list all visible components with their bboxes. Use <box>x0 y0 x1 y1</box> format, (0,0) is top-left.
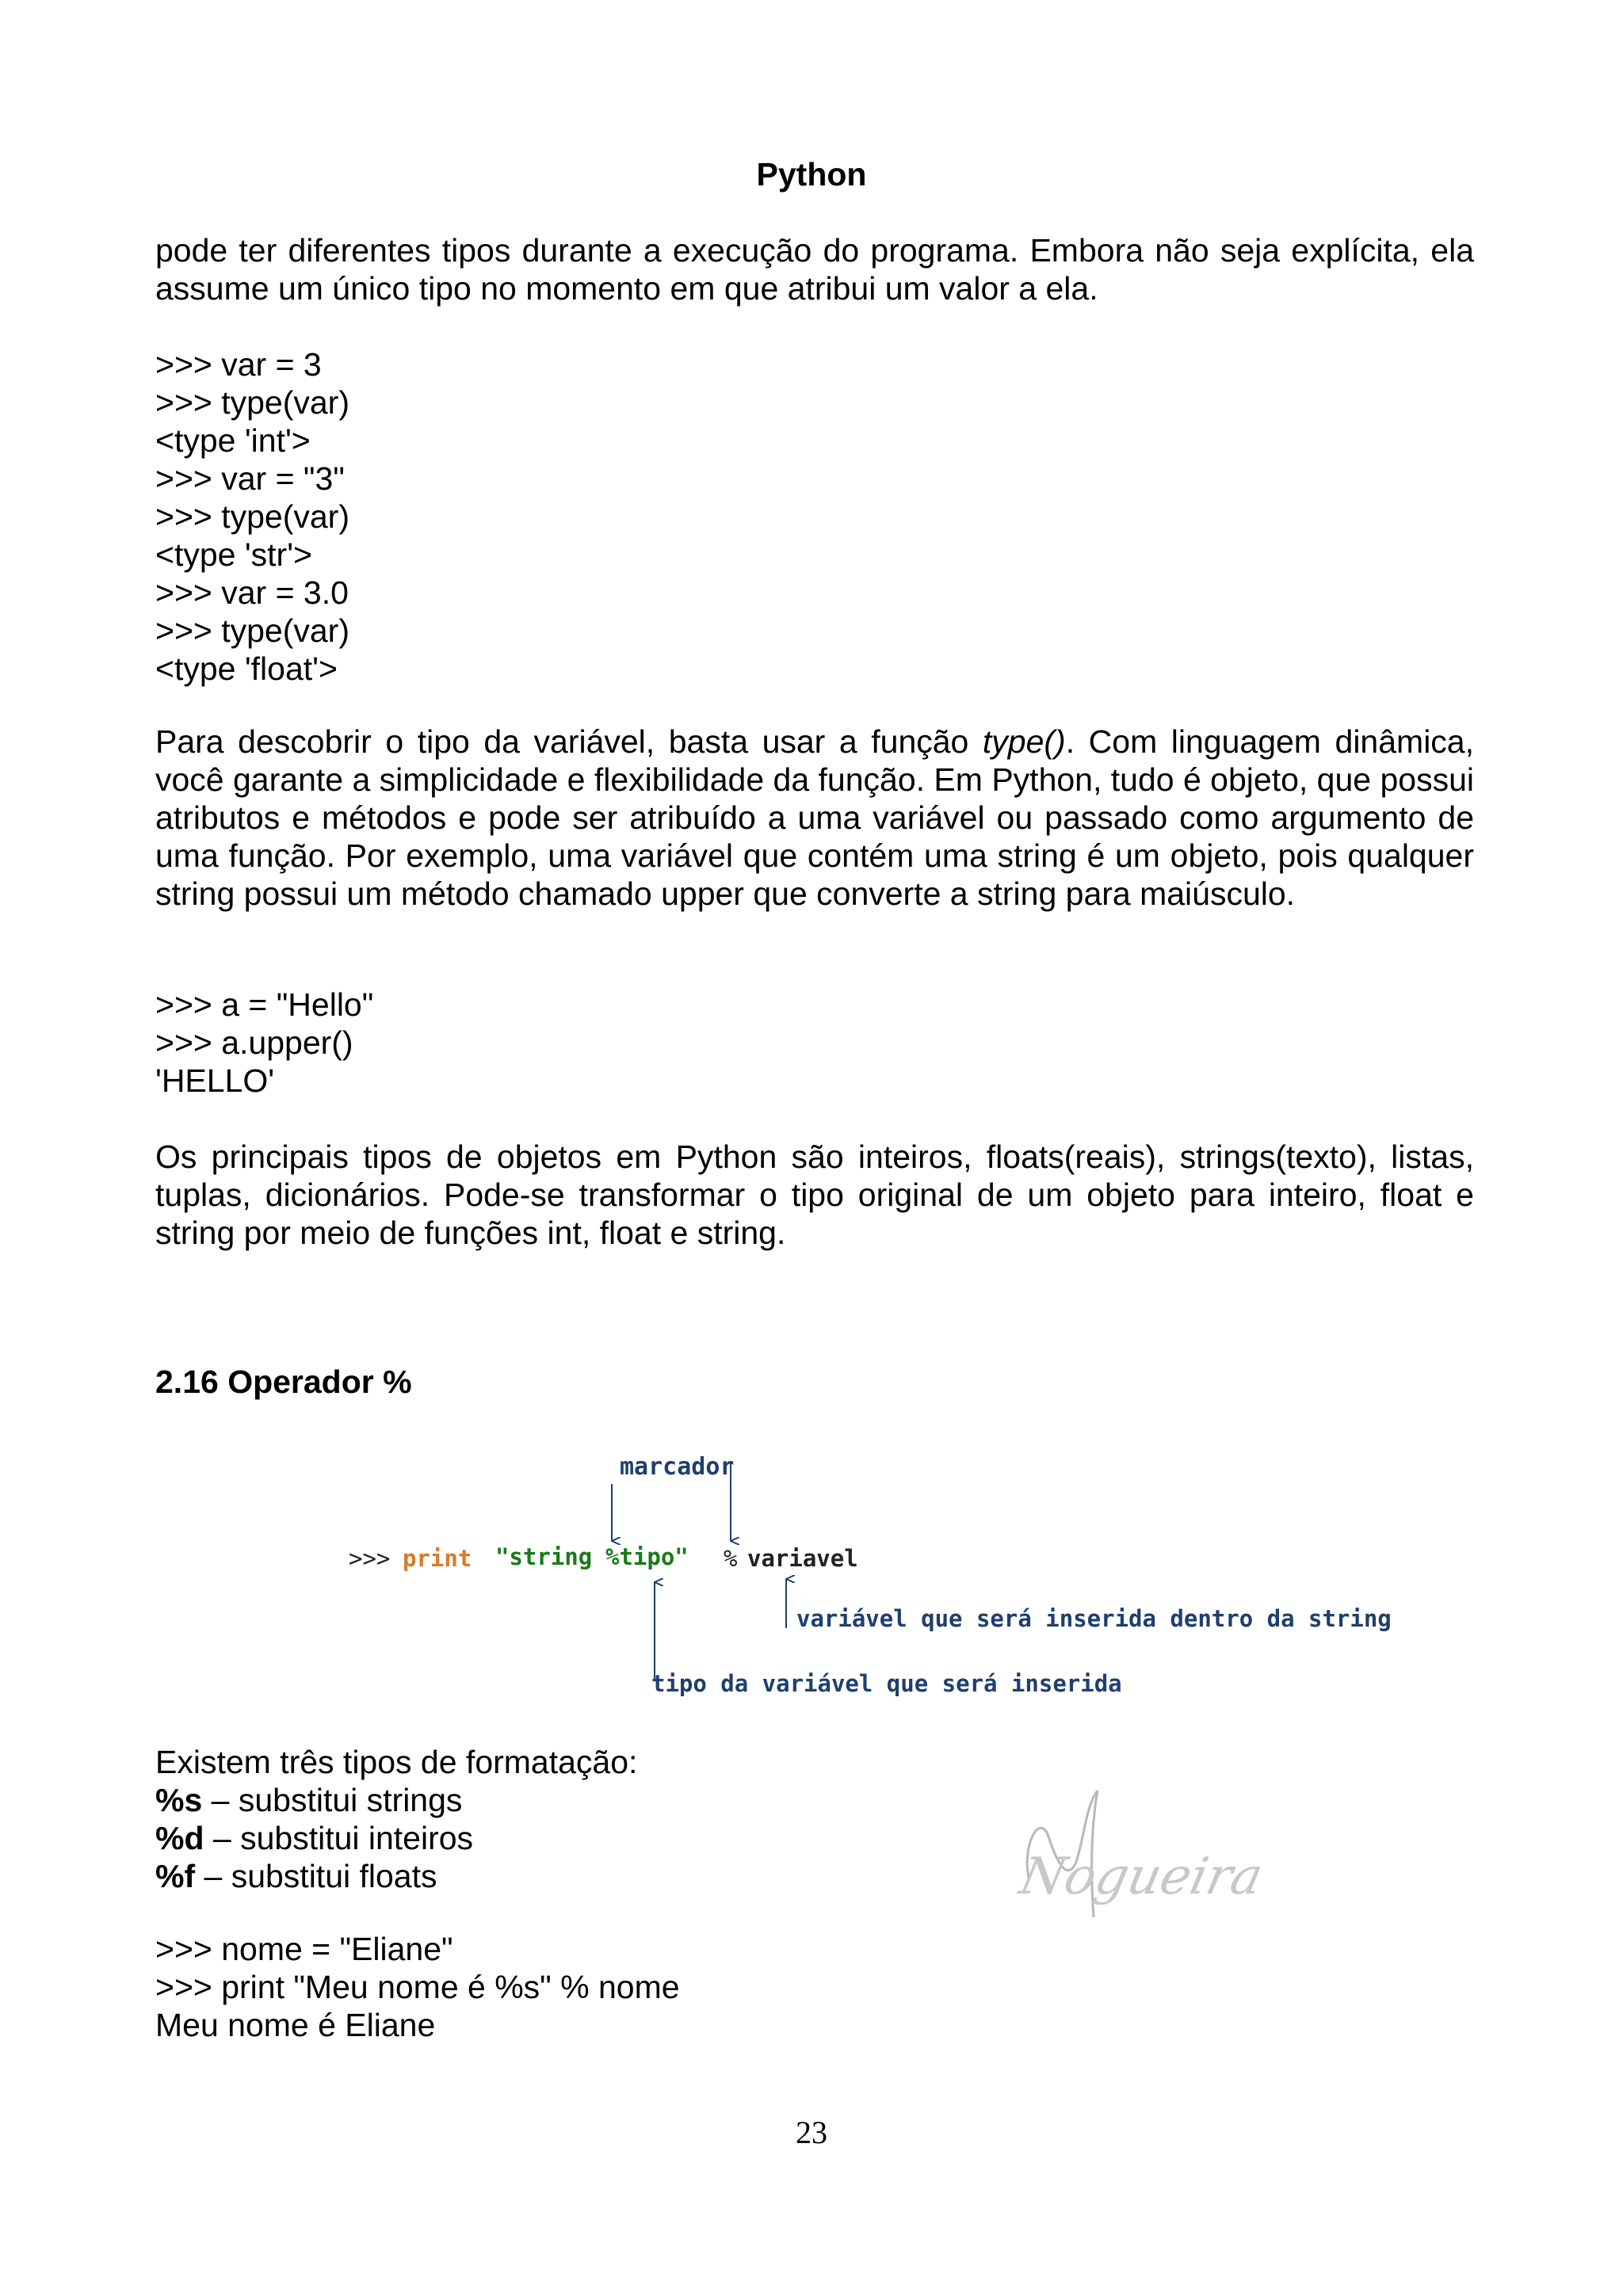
code-line: <type 'int'> <box>155 422 311 459</box>
code-block-format-example <box>155 1930 680 2044</box>
code-prompt: >>> <box>349 1545 391 1572</box>
format-types-list <box>155 1743 637 1895</box>
code-block-upper-example <box>155 986 373 1100</box>
signature-watermark <box>991 1759 1269 1949</box>
format-code: %d <box>155 1820 204 1856</box>
paragraph-text: . Com linguagem dinâmica, você garante a simplicidade e flexibilidade da função. Em Python, tudo é objeto, que possui atributos e métodos e pode ser atribuído a uma variável ou passado como argumento de uma função. Por exemplo, uma variável que contém uma string é um objeto, pois qualquer string possui um método chamado upper que converte a string para maiúsculo. <box>155 723 1474 912</box>
paragraph-object-types: Os principais tipos de objetos em Python são inteiros, floats(reais), strings(texto), listas, tuplas, dicionários. Pode-se transformar o tipo original de um objeto para inteiro, float e string por meio de funções int, float e string. <box>155 1138 1474 1251</box>
format-desc: – substitui strings <box>202 1782 463 1818</box>
code-format-specifier: %tipo" <box>605 1543 689 1570</box>
paragraph-text: Para descobrir o tipo da variável, basta usar a função <box>155 723 983 760</box>
label-type: tipo da variável que será inserida <box>651 1670 1122 1697</box>
format-desc: – substitui floats <box>195 1858 437 1894</box>
format-intro: Existem três tipos de formatação: <box>155 1744 638 1780</box>
code-variable: variavel <box>747 1545 858 1572</box>
code-string-literal: "string <box>495 1543 593 1570</box>
code-line: <type 'str'> <box>155 536 312 573</box>
page-number: 23 <box>796 2115 827 2150</box>
format-item <box>155 1857 637 1895</box>
type-function-name: type() <box>982 723 1066 760</box>
paragraph-dynamic-types: pode ter diferentes tipos durante a execução do programa. Embora não seja explícita, ela assume um único tipo no momento em que atribui um valor a ela. <box>155 232 1474 307</box>
code-keyword-print: print <box>403 1545 472 1572</box>
code-line: Meu nome é Eliane <box>155 2007 436 2043</box>
section-heading: 2.16 Operador % <box>155 1363 412 1400</box>
page-header-title: Python <box>756 156 867 193</box>
format-item <box>155 1819 637 1857</box>
operator-diagram <box>333 1446 1392 1707</box>
code-line: <type 'float'> <box>155 650 338 687</box>
label-variable: variável que será inserida dentro da string <box>796 1605 1392 1632</box>
signature-text: Nogueira <box>1014 1847 1269 1906</box>
code-percent-operator: % <box>724 1545 738 1572</box>
code-line: >>> a = "Hello" <box>155 986 374 1023</box>
code-line: >>> type(var) <box>155 498 349 535</box>
code-line: 'HELLO' <box>155 1062 275 1099</box>
format-code: %s <box>155 1782 203 1818</box>
code-line: >>> type(var) <box>155 612 349 649</box>
code-line: >>> var = "3" <box>155 460 345 497</box>
code-line: >>> type(var) <box>155 384 349 421</box>
code-block-type-examples <box>155 345 349 688</box>
code-line: >>> print "Meu nome é %s" % nome <box>155 1969 680 2005</box>
format-code: %f <box>155 1858 196 1894</box>
code-line: >>> var = 3.0 <box>155 574 349 611</box>
paragraph-type-function <box>155 723 1474 913</box>
label-marcador: marcador <box>620 1453 735 1481</box>
code-line: >>> var = 3 <box>155 346 322 383</box>
format-desc: – substitui inteiros <box>204 1820 474 1856</box>
code-line: >>> nome = "Eliane" <box>155 1931 453 1967</box>
code-line: >>> a.upper() <box>155 1024 353 1061</box>
format-item <box>155 1781 637 1819</box>
